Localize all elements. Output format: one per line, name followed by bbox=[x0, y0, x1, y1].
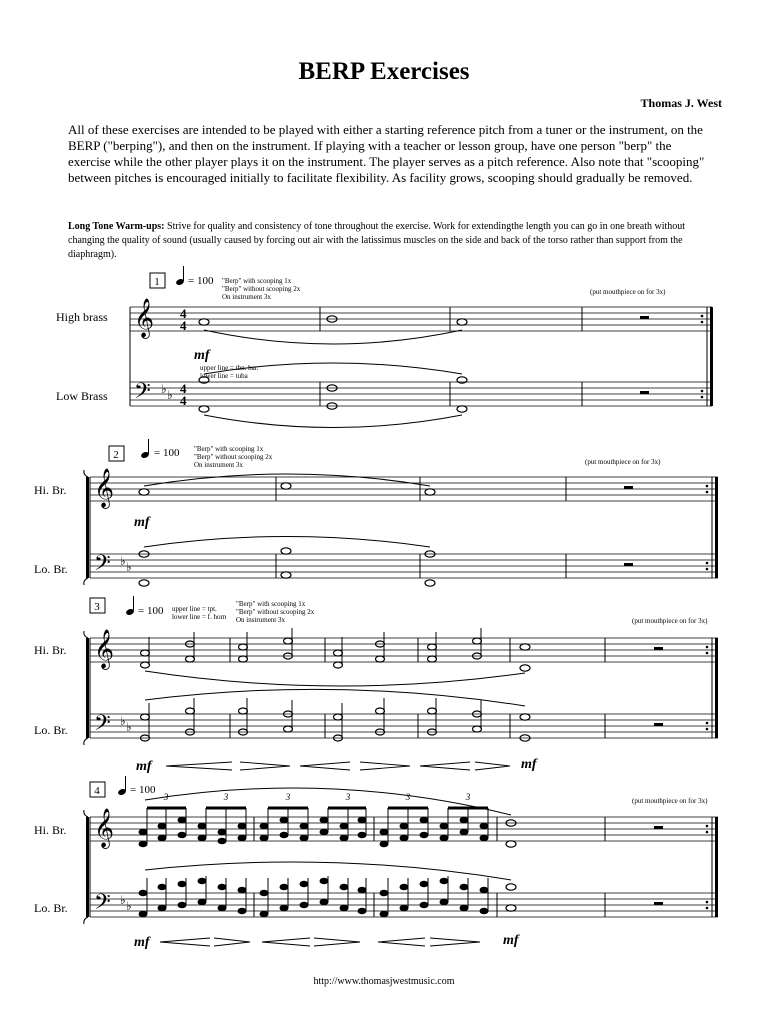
warmup-text: Strive for quality and consistency of tone throughout the exercise. Work for extendingthe length you can go in one breath without changing the quality of sound (usually caused by forcing out air with the latissimus muscles on the side and back of the torso rather than support from the diaphragm). bbox=[68, 221, 686, 260]
rest bbox=[654, 723, 663, 726]
slur bbox=[204, 330, 462, 344]
staff-label-lower: Lo. Br. bbox=[34, 723, 68, 737]
flat-icon: ♭ bbox=[120, 714, 126, 728]
rehearsal-number: 2 bbox=[113, 449, 119, 461]
system-2 bbox=[34, 439, 718, 586]
bass-clef-icon: 𝄢 bbox=[94, 551, 111, 580]
instruction-line: "Berp" without scooping 2x bbox=[194, 453, 273, 461]
staff-label-upper: Hi. Br. bbox=[34, 483, 67, 497]
rest bbox=[654, 647, 663, 650]
lines-note: lower line = f. horn bbox=[172, 613, 227, 621]
instruction-line: On instrument 3x bbox=[236, 616, 285, 624]
bass-clef-icon: 𝄢 bbox=[94, 890, 111, 919]
svg-text:3: 3 bbox=[345, 792, 351, 802]
dynamic-mark: mf bbox=[134, 515, 150, 530]
flat-icon: ♭ bbox=[161, 382, 167, 396]
mouthpiece-note: (put mouthpiece on for 3x) bbox=[632, 617, 708, 625]
instruction-line: On instrument 3x bbox=[222, 293, 271, 301]
chord-notes bbox=[141, 628, 531, 741]
time-signature: 4 bbox=[180, 381, 187, 396]
page-title: BERP Exercises bbox=[298, 58, 470, 85]
instruction-line: On instrument 3x bbox=[194, 461, 243, 469]
time-signature: 4 bbox=[180, 306, 187, 321]
system-4 bbox=[34, 776, 718, 950]
slur bbox=[204, 415, 462, 428]
slur bbox=[145, 689, 525, 706]
instruction-line: "Berp" with scooping 1x bbox=[236, 600, 306, 608]
slur bbox=[144, 474, 430, 486]
flat-icon: ♭ bbox=[120, 893, 126, 907]
staff-label-lower: Lo. Br. bbox=[34, 562, 68, 576]
tempo-mark: = 100 bbox=[138, 605, 164, 617]
instruction-line: "Berp" with scooping 1x bbox=[194, 445, 264, 453]
rest bbox=[624, 563, 633, 566]
instruction-line: "Berp" without scooping 2x bbox=[236, 608, 315, 616]
tempo-mark: = 100 bbox=[188, 275, 214, 287]
slur bbox=[145, 671, 525, 686]
slur bbox=[144, 537, 430, 548]
barlines bbox=[320, 307, 582, 406]
mouthpiece-note: (put mouthpiece on for 3x) bbox=[632, 797, 708, 805]
staff-label-upper: Hi. Br. bbox=[34, 823, 67, 837]
flat-icon: ♭ bbox=[126, 899, 132, 913]
staff-label-lower: Lo. Br. bbox=[34, 901, 68, 915]
dynamic-mark-end: mf bbox=[503, 933, 519, 948]
rehearsal-number: 3 bbox=[94, 601, 100, 613]
svg-text:3: 3 bbox=[285, 792, 291, 802]
rehearsal-number: 4 bbox=[94, 785, 100, 797]
treble-clef-icon: 𝄞 bbox=[94, 470, 115, 507]
treble-clef-icon: 𝄞 bbox=[134, 300, 155, 337]
staff-label-upper: High brass bbox=[56, 310, 108, 324]
dynamic-mark: mf bbox=[134, 935, 150, 950]
hairpins bbox=[166, 762, 510, 770]
dynamic-mark: mf bbox=[136, 759, 152, 774]
tempo-mark: = 100 bbox=[154, 447, 180, 459]
system-1 bbox=[56, 266, 713, 428]
hairpins bbox=[160, 938, 480, 946]
mouthpiece-note: (put mouthpiece on for 3x) bbox=[590, 288, 666, 296]
flat-icon: ♭ bbox=[126, 720, 132, 734]
lines-note: upper line = tpt. bbox=[172, 605, 217, 613]
dynamic-mark: mf bbox=[194, 348, 210, 363]
tempo-mark: = 100 bbox=[130, 784, 156, 796]
lines-note: upper line = tbn. bar. bbox=[200, 364, 259, 372]
footer-url[interactable]: http://www.thomasjwestmusic.com bbox=[313, 976, 455, 987]
treble-clef-icon: 𝄞 bbox=[94, 631, 115, 668]
triplet-markers bbox=[163, 792, 471, 802]
lines-note: lower line = tuba bbox=[200, 372, 248, 380]
time-signature: 4 bbox=[180, 393, 187, 408]
treble-clef-icon: 𝄞 bbox=[94, 810, 115, 847]
upper-staff bbox=[130, 307, 712, 331]
time-signature: 4 bbox=[180, 318, 187, 333]
svg-text:3: 3 bbox=[405, 792, 411, 802]
intro-paragraph: All of these exercises are intended to be played with either a starting reference pitch from a tuner or the instrument, on the BERP ("berping"), and then on the instrument. If playing with a teacher or lesson group, have one person "berp" the exercise while the other player plays it on the instrument. The player serves as a pitch reference. Also note that "scooping" between pitches is encouraged initially to facilitate flexibility. As facility grows, scooping should gradually be removed. bbox=[68, 122, 705, 185]
rest bbox=[640, 391, 649, 394]
system-3 bbox=[34, 596, 718, 774]
composer: Thomas J. West bbox=[640, 96, 722, 110]
flat-icon: ♭ bbox=[120, 554, 126, 568]
dynamic-mark-end: mf bbox=[521, 757, 537, 772]
instruction-line: "Berp" with scooping 1x bbox=[222, 277, 292, 285]
bass-clef-icon: 𝄢 bbox=[94, 711, 111, 740]
bass-clef-icon: 𝄢 bbox=[134, 379, 151, 408]
mouthpiece-note: (put mouthpiece on for 3x) bbox=[585, 458, 661, 466]
rest bbox=[654, 826, 663, 829]
svg-text:3: 3 bbox=[465, 792, 471, 802]
staff-label-upper: Hi. Br. bbox=[34, 643, 67, 657]
lower-staff bbox=[130, 382, 712, 406]
rest bbox=[624, 486, 633, 489]
instruction-line: "Berp" without scooping 2x bbox=[222, 285, 301, 293]
rehearsal-number: 1 bbox=[154, 276, 160, 288]
flat-icon: ♭ bbox=[167, 388, 173, 402]
flat-icon: ♭ bbox=[126, 560, 132, 574]
warmup-label: Long Tone Warm-ups: bbox=[68, 221, 165, 232]
staff-label-lower: Low Brass bbox=[56, 389, 108, 403]
rest bbox=[640, 316, 649, 319]
svg-text:3: 3 bbox=[163, 792, 169, 802]
rest bbox=[654, 902, 663, 905]
svg-text:3: 3 bbox=[223, 792, 229, 802]
